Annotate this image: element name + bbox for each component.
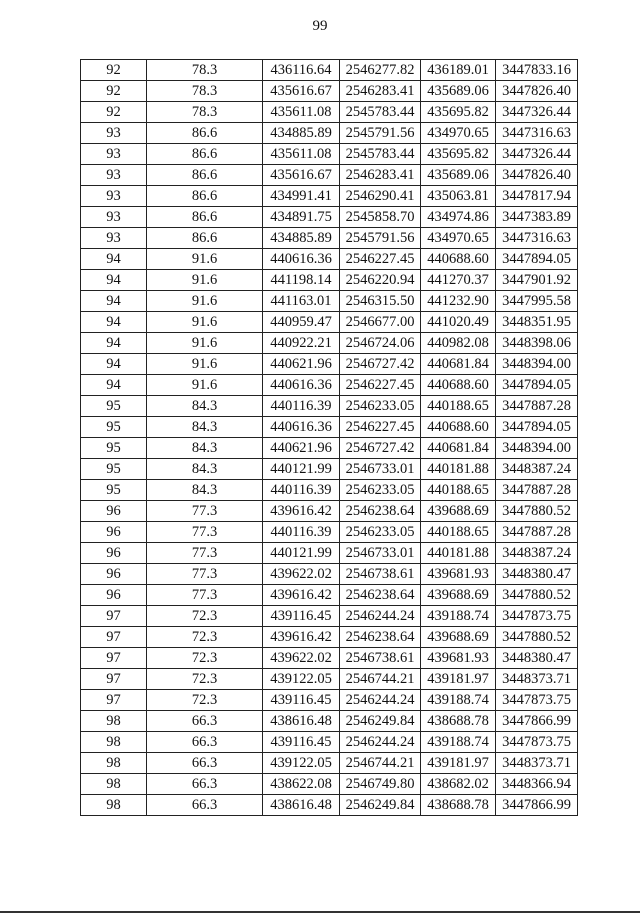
cell-coord-b: 2546290.41 <box>340 186 421 207</box>
cell-coord-c: 439181.97 <box>421 669 496 690</box>
cell-coord-b: 2546233.05 <box>340 396 421 417</box>
cell-height-value: 72.3 <box>147 648 263 669</box>
cell-coord-a: 440616.36 <box>263 417 340 438</box>
cell-section-id: 96 <box>81 522 147 543</box>
cell-coord-c: 441270.37 <box>421 270 496 291</box>
cell-coord-d: 3448351.95 <box>496 312 578 333</box>
cell-coord-a: 440616.36 <box>263 375 340 396</box>
table-row <box>81 585 578 606</box>
cell-height-value: 86.6 <box>147 228 263 249</box>
cell-coord-d: 3448373.71 <box>496 669 578 690</box>
cell-coord-a: 440621.96 <box>263 438 340 459</box>
cell-coord-c: 439688.69 <box>421 627 496 648</box>
cell-coord-c: 439688.69 <box>421 501 496 522</box>
cell-height-value: 77.3 <box>147 585 263 606</box>
cell-section-id: 94 <box>81 354 147 375</box>
cell-section-id: 97 <box>81 690 147 711</box>
table-row <box>81 711 578 732</box>
cell-coord-d: 3447817.94 <box>496 186 578 207</box>
cell-section-id: 97 <box>81 648 147 669</box>
cell-coord-d: 3447880.52 <box>496 501 578 522</box>
table-row <box>81 753 578 774</box>
cell-coord-b: 2545783.44 <box>340 102 421 123</box>
cell-height-value: 91.6 <box>147 354 263 375</box>
cell-coord-d: 3447826.40 <box>496 81 578 102</box>
cell-coord-c: 439188.74 <box>421 690 496 711</box>
cell-coord-a: 439122.05 <box>263 753 340 774</box>
cell-coord-c: 438688.78 <box>421 795 496 816</box>
cell-height-value: 91.6 <box>147 291 263 312</box>
cell-height-value: 77.3 <box>147 501 263 522</box>
cell-section-id: 94 <box>81 375 147 396</box>
cell-coord-c: 439688.69 <box>421 585 496 606</box>
table-row <box>81 774 578 795</box>
table-row <box>81 522 578 543</box>
cell-height-value: 72.3 <box>147 627 263 648</box>
cell-height-value: 86.6 <box>147 123 263 144</box>
cell-section-id: 98 <box>81 711 147 732</box>
table-row <box>81 459 578 480</box>
cell-coord-d: 3447873.75 <box>496 732 578 753</box>
cell-coord-b: 2545791.56 <box>340 228 421 249</box>
cell-coord-c: 435063.81 <box>421 186 496 207</box>
cell-section-id: 95 <box>81 438 147 459</box>
cell-section-id: 97 <box>81 669 147 690</box>
cell-coord-b: 2546733.01 <box>340 543 421 564</box>
cell-coord-a: 434885.89 <box>263 123 340 144</box>
cell-coord-a: 439616.42 <box>263 585 340 606</box>
cell-coord-a: 440121.99 <box>263 543 340 564</box>
cell-section-id: 98 <box>81 732 147 753</box>
cell-coord-b: 2546677.00 <box>340 312 421 333</box>
cell-coord-b: 2546744.21 <box>340 753 421 774</box>
cell-section-id: 93 <box>81 228 147 249</box>
cell-coord-d: 3447873.75 <box>496 690 578 711</box>
cell-coord-c: 440688.60 <box>421 375 496 396</box>
cell-height-value: 91.6 <box>147 333 263 354</box>
table-row <box>81 501 578 522</box>
cell-section-id: 92 <box>81 81 147 102</box>
cell-coord-c: 434970.65 <box>421 228 496 249</box>
cell-section-id: 93 <box>81 207 147 228</box>
cell-coord-b: 2546744.21 <box>340 669 421 690</box>
cell-coord-b: 2546244.24 <box>340 606 421 627</box>
cell-section-id: 96 <box>81 564 147 585</box>
table-row <box>81 270 578 291</box>
cell-coord-d: 3447326.44 <box>496 144 578 165</box>
cell-height-value: 78.3 <box>147 60 263 81</box>
cell-coord-c: 439681.93 <box>421 564 496 585</box>
cell-coord-c: 440688.60 <box>421 417 496 438</box>
table-row <box>81 606 578 627</box>
cell-coord-d: 3447880.52 <box>496 627 578 648</box>
cell-coord-a: 439116.45 <box>263 690 340 711</box>
cell-coord-b: 2546244.24 <box>340 690 421 711</box>
cell-coord-a: 440621.96 <box>263 354 340 375</box>
cell-coord-c: 434970.65 <box>421 123 496 144</box>
cell-height-value: 72.3 <box>147 606 263 627</box>
cell-coord-a: 440121.99 <box>263 459 340 480</box>
cell-coord-a: 440116.39 <box>263 522 340 543</box>
cell-section-id: 93 <box>81 144 147 165</box>
cell-coord-d: 3448380.47 <box>496 648 578 669</box>
cell-coord-d: 3448387.24 <box>496 459 578 480</box>
coordinates-table <box>80 59 578 816</box>
cell-coord-a: 435616.67 <box>263 81 340 102</box>
cell-coord-b: 2546220.94 <box>340 270 421 291</box>
table-row <box>81 354 578 375</box>
cell-coord-c: 440681.84 <box>421 438 496 459</box>
cell-coord-c: 435689.06 <box>421 81 496 102</box>
cell-coord-a: 438616.48 <box>263 711 340 732</box>
cell-section-id: 96 <box>81 501 147 522</box>
cell-coord-a: 435611.08 <box>263 144 340 165</box>
cell-coord-c: 438688.78 <box>421 711 496 732</box>
cell-coord-d: 3447316.63 <box>496 123 578 144</box>
table-row <box>81 669 578 690</box>
cell-coord-a: 435611.08 <box>263 102 340 123</box>
cell-coord-a: 439622.02 <box>263 564 340 585</box>
cell-coord-c: 440181.88 <box>421 543 496 564</box>
cell-height-value: 66.3 <box>147 774 263 795</box>
cell-coord-d: 3447894.05 <box>496 249 578 270</box>
table-body <box>81 60 578 816</box>
cell-height-value: 91.6 <box>147 249 263 270</box>
table-row <box>81 396 578 417</box>
table-row <box>81 648 578 669</box>
cell-height-value: 84.3 <box>147 480 263 501</box>
table-row <box>81 480 578 501</box>
cell-coord-a: 434885.89 <box>263 228 340 249</box>
cell-coord-d: 3448373.71 <box>496 753 578 774</box>
cell-height-value: 78.3 <box>147 102 263 123</box>
cell-section-id: 93 <box>81 165 147 186</box>
table-row <box>81 144 578 165</box>
cell-height-value: 78.3 <box>147 81 263 102</box>
cell-coord-b: 2546244.24 <box>340 732 421 753</box>
cell-height-value: 91.6 <box>147 270 263 291</box>
cell-section-id: 94 <box>81 312 147 333</box>
table-row <box>81 732 578 753</box>
cell-coord-c: 440982.08 <box>421 333 496 354</box>
cell-coord-d: 3447887.28 <box>496 522 578 543</box>
coordinates-table-container <box>80 59 577 816</box>
cell-section-id: 98 <box>81 753 147 774</box>
cell-section-id: 93 <box>81 186 147 207</box>
cell-coord-c: 440681.84 <box>421 354 496 375</box>
cell-height-value: 84.3 <box>147 417 263 438</box>
cell-coord-b: 2546283.41 <box>340 165 421 186</box>
cell-section-id: 96 <box>81 543 147 564</box>
table-row <box>81 60 578 81</box>
cell-section-id: 93 <box>81 123 147 144</box>
cell-coord-b: 2546238.64 <box>340 585 421 606</box>
table-row <box>81 333 578 354</box>
cell-coord-d: 3447995.58 <box>496 291 578 312</box>
cell-section-id: 94 <box>81 270 147 291</box>
cell-coord-d: 3447873.75 <box>496 606 578 627</box>
cell-coord-d: 3448394.00 <box>496 438 578 459</box>
cell-height-value: 91.6 <box>147 312 263 333</box>
cell-coord-d: 3447894.05 <box>496 375 578 396</box>
cell-coord-b: 2546724.06 <box>340 333 421 354</box>
cell-coord-c: 440188.65 <box>421 480 496 501</box>
cell-coord-b: 2546249.84 <box>340 711 421 732</box>
cell-coord-a: 440616.36 <box>263 249 340 270</box>
table-row <box>81 543 578 564</box>
cell-coord-a: 440922.21 <box>263 333 340 354</box>
cell-coord-b: 2546233.05 <box>340 480 421 501</box>
cell-section-id: 95 <box>81 459 147 480</box>
cell-coord-d: 3447894.05 <box>496 417 578 438</box>
cell-coord-b: 2546738.61 <box>340 648 421 669</box>
cell-height-value: 77.3 <box>147 564 263 585</box>
cell-coord-a: 434991.41 <box>263 186 340 207</box>
cell-height-value: 66.3 <box>147 753 263 774</box>
cell-coord-a: 434891.75 <box>263 207 340 228</box>
cell-coord-d: 3448387.24 <box>496 543 578 564</box>
cell-section-id: 98 <box>81 795 147 816</box>
cell-coord-c: 440188.65 <box>421 522 496 543</box>
cell-coord-c: 440181.88 <box>421 459 496 480</box>
cell-height-value: 84.3 <box>147 396 263 417</box>
cell-coord-d: 3447866.99 <box>496 795 578 816</box>
table-row <box>81 249 578 270</box>
cell-coord-d: 3447826.40 <box>496 165 578 186</box>
page-number: 99 <box>312 18 328 34</box>
cell-coord-a: 439622.02 <box>263 648 340 669</box>
cell-coord-a: 439616.42 <box>263 501 340 522</box>
table-row <box>81 690 578 711</box>
table-row <box>81 186 578 207</box>
cell-section-id: 96 <box>81 585 147 606</box>
table-row <box>81 438 578 459</box>
cell-coord-b: 2545858.70 <box>340 207 421 228</box>
cell-coord-a: 435616.67 <box>263 165 340 186</box>
cell-coord-b: 2546727.42 <box>340 438 421 459</box>
cell-coord-b: 2546227.45 <box>340 375 421 396</box>
cell-coord-d: 3447866.99 <box>496 711 578 732</box>
cell-coord-c: 439181.97 <box>421 753 496 774</box>
cell-coord-c: 435689.06 <box>421 165 496 186</box>
cell-coord-a: 440116.39 <box>263 480 340 501</box>
cell-coord-d: 3447326.44 <box>496 102 578 123</box>
cell-height-value: 72.3 <box>147 690 263 711</box>
table-row <box>81 375 578 396</box>
cell-coord-a: 439116.45 <box>263 732 340 753</box>
cell-coord-c: 441232.90 <box>421 291 496 312</box>
cell-height-value: 66.3 <box>147 711 263 732</box>
table-row <box>81 312 578 333</box>
cell-coord-c: 435695.82 <box>421 144 496 165</box>
cell-height-value: 86.6 <box>147 207 263 228</box>
cell-coord-a: 440959.47 <box>263 312 340 333</box>
cell-coord-b: 2546733.01 <box>340 459 421 480</box>
cell-coord-a: 439122.05 <box>263 669 340 690</box>
cell-coord-d: 3448398.06 <box>496 333 578 354</box>
cell-coord-b: 2546249.84 <box>340 795 421 816</box>
table-row <box>81 627 578 648</box>
cell-coord-d: 3448380.47 <box>496 564 578 585</box>
cell-height-value: 66.3 <box>147 732 263 753</box>
cell-coord-c: 440188.65 <box>421 396 496 417</box>
cell-height-value: 86.6 <box>147 186 263 207</box>
cell-height-value: 77.3 <box>147 522 263 543</box>
cell-coord-b: 2545791.56 <box>340 123 421 144</box>
cell-coord-b: 2546749.80 <box>340 774 421 795</box>
cell-coord-b: 2546283.41 <box>340 81 421 102</box>
cell-height-value: 66.3 <box>147 795 263 816</box>
cell-section-id: 95 <box>81 396 147 417</box>
table-row <box>81 81 578 102</box>
cell-coord-b: 2546227.45 <box>340 417 421 438</box>
cell-coord-d: 3448366.94 <box>496 774 578 795</box>
cell-coord-b: 2546238.64 <box>340 627 421 648</box>
cell-section-id: 92 <box>81 102 147 123</box>
cell-height-value: 72.3 <box>147 669 263 690</box>
cell-height-value: 77.3 <box>147 543 263 564</box>
cell-section-id: 94 <box>81 249 147 270</box>
cell-coord-b: 2546315.50 <box>340 291 421 312</box>
cell-section-id: 95 <box>81 480 147 501</box>
table-row <box>81 102 578 123</box>
table-row <box>81 228 578 249</box>
cell-coord-a: 439616.42 <box>263 627 340 648</box>
table-row <box>81 123 578 144</box>
cell-coord-d: 3447383.89 <box>496 207 578 228</box>
cell-section-id: 98 <box>81 774 147 795</box>
cell-coord-c: 438682.02 <box>421 774 496 795</box>
table-row <box>81 417 578 438</box>
cell-coord-d: 3447887.28 <box>496 480 578 501</box>
table-row <box>81 207 578 228</box>
cell-section-id: 92 <box>81 60 147 81</box>
cell-section-id: 94 <box>81 333 147 354</box>
cell-coord-a: 441163.01 <box>263 291 340 312</box>
cell-height-value: 84.3 <box>147 459 263 480</box>
cell-coord-b: 2546233.05 <box>340 522 421 543</box>
cell-coord-d: 3447901.92 <box>496 270 578 291</box>
cell-height-value: 91.6 <box>147 375 263 396</box>
cell-coord-d: 3448394.00 <box>496 354 578 375</box>
cell-coord-b: 2546227.45 <box>340 249 421 270</box>
cell-coord-c: 439681.93 <box>421 648 496 669</box>
cell-coord-c: 434974.86 <box>421 207 496 228</box>
cell-coord-b: 2545783.44 <box>340 144 421 165</box>
cell-section-id: 94 <box>81 291 147 312</box>
table-row <box>81 165 578 186</box>
cell-coord-c: 439188.74 <box>421 732 496 753</box>
cell-coord-a: 436116.64 <box>263 60 340 81</box>
cell-coord-a: 438622.08 <box>263 774 340 795</box>
cell-coord-a: 439116.45 <box>263 606 340 627</box>
cell-height-value: 86.6 <box>147 144 263 165</box>
cell-coord-a: 441198.14 <box>263 270 340 291</box>
cell-height-value: 86.6 <box>147 165 263 186</box>
cell-height-value: 84.3 <box>147 438 263 459</box>
cell-coord-a: 438616.48 <box>263 795 340 816</box>
cell-coord-d: 3447887.28 <box>496 396 578 417</box>
table-row <box>81 795 578 816</box>
cell-coord-d: 3447833.16 <box>496 60 578 81</box>
cell-section-id: 97 <box>81 627 147 648</box>
cell-coord-b: 2546727.42 <box>340 354 421 375</box>
table-row <box>81 291 578 312</box>
cell-section-id: 95 <box>81 417 147 438</box>
cell-coord-a: 440116.39 <box>263 396 340 417</box>
cell-coord-c: 436189.01 <box>421 60 496 81</box>
table-row <box>81 564 578 585</box>
cell-coord-b: 2546238.64 <box>340 501 421 522</box>
cell-coord-d: 3447880.52 <box>496 585 578 606</box>
cell-coord-c: 439188.74 <box>421 606 496 627</box>
cell-coord-c: 440688.60 <box>421 249 496 270</box>
cell-coord-b: 2546738.61 <box>340 564 421 585</box>
cell-coord-c: 435695.82 <box>421 102 496 123</box>
cell-coord-d: 3447316.63 <box>496 228 578 249</box>
cell-coord-b: 2546277.82 <box>340 60 421 81</box>
cell-section-id: 97 <box>81 606 147 627</box>
cell-coord-c: 441020.49 <box>421 312 496 333</box>
